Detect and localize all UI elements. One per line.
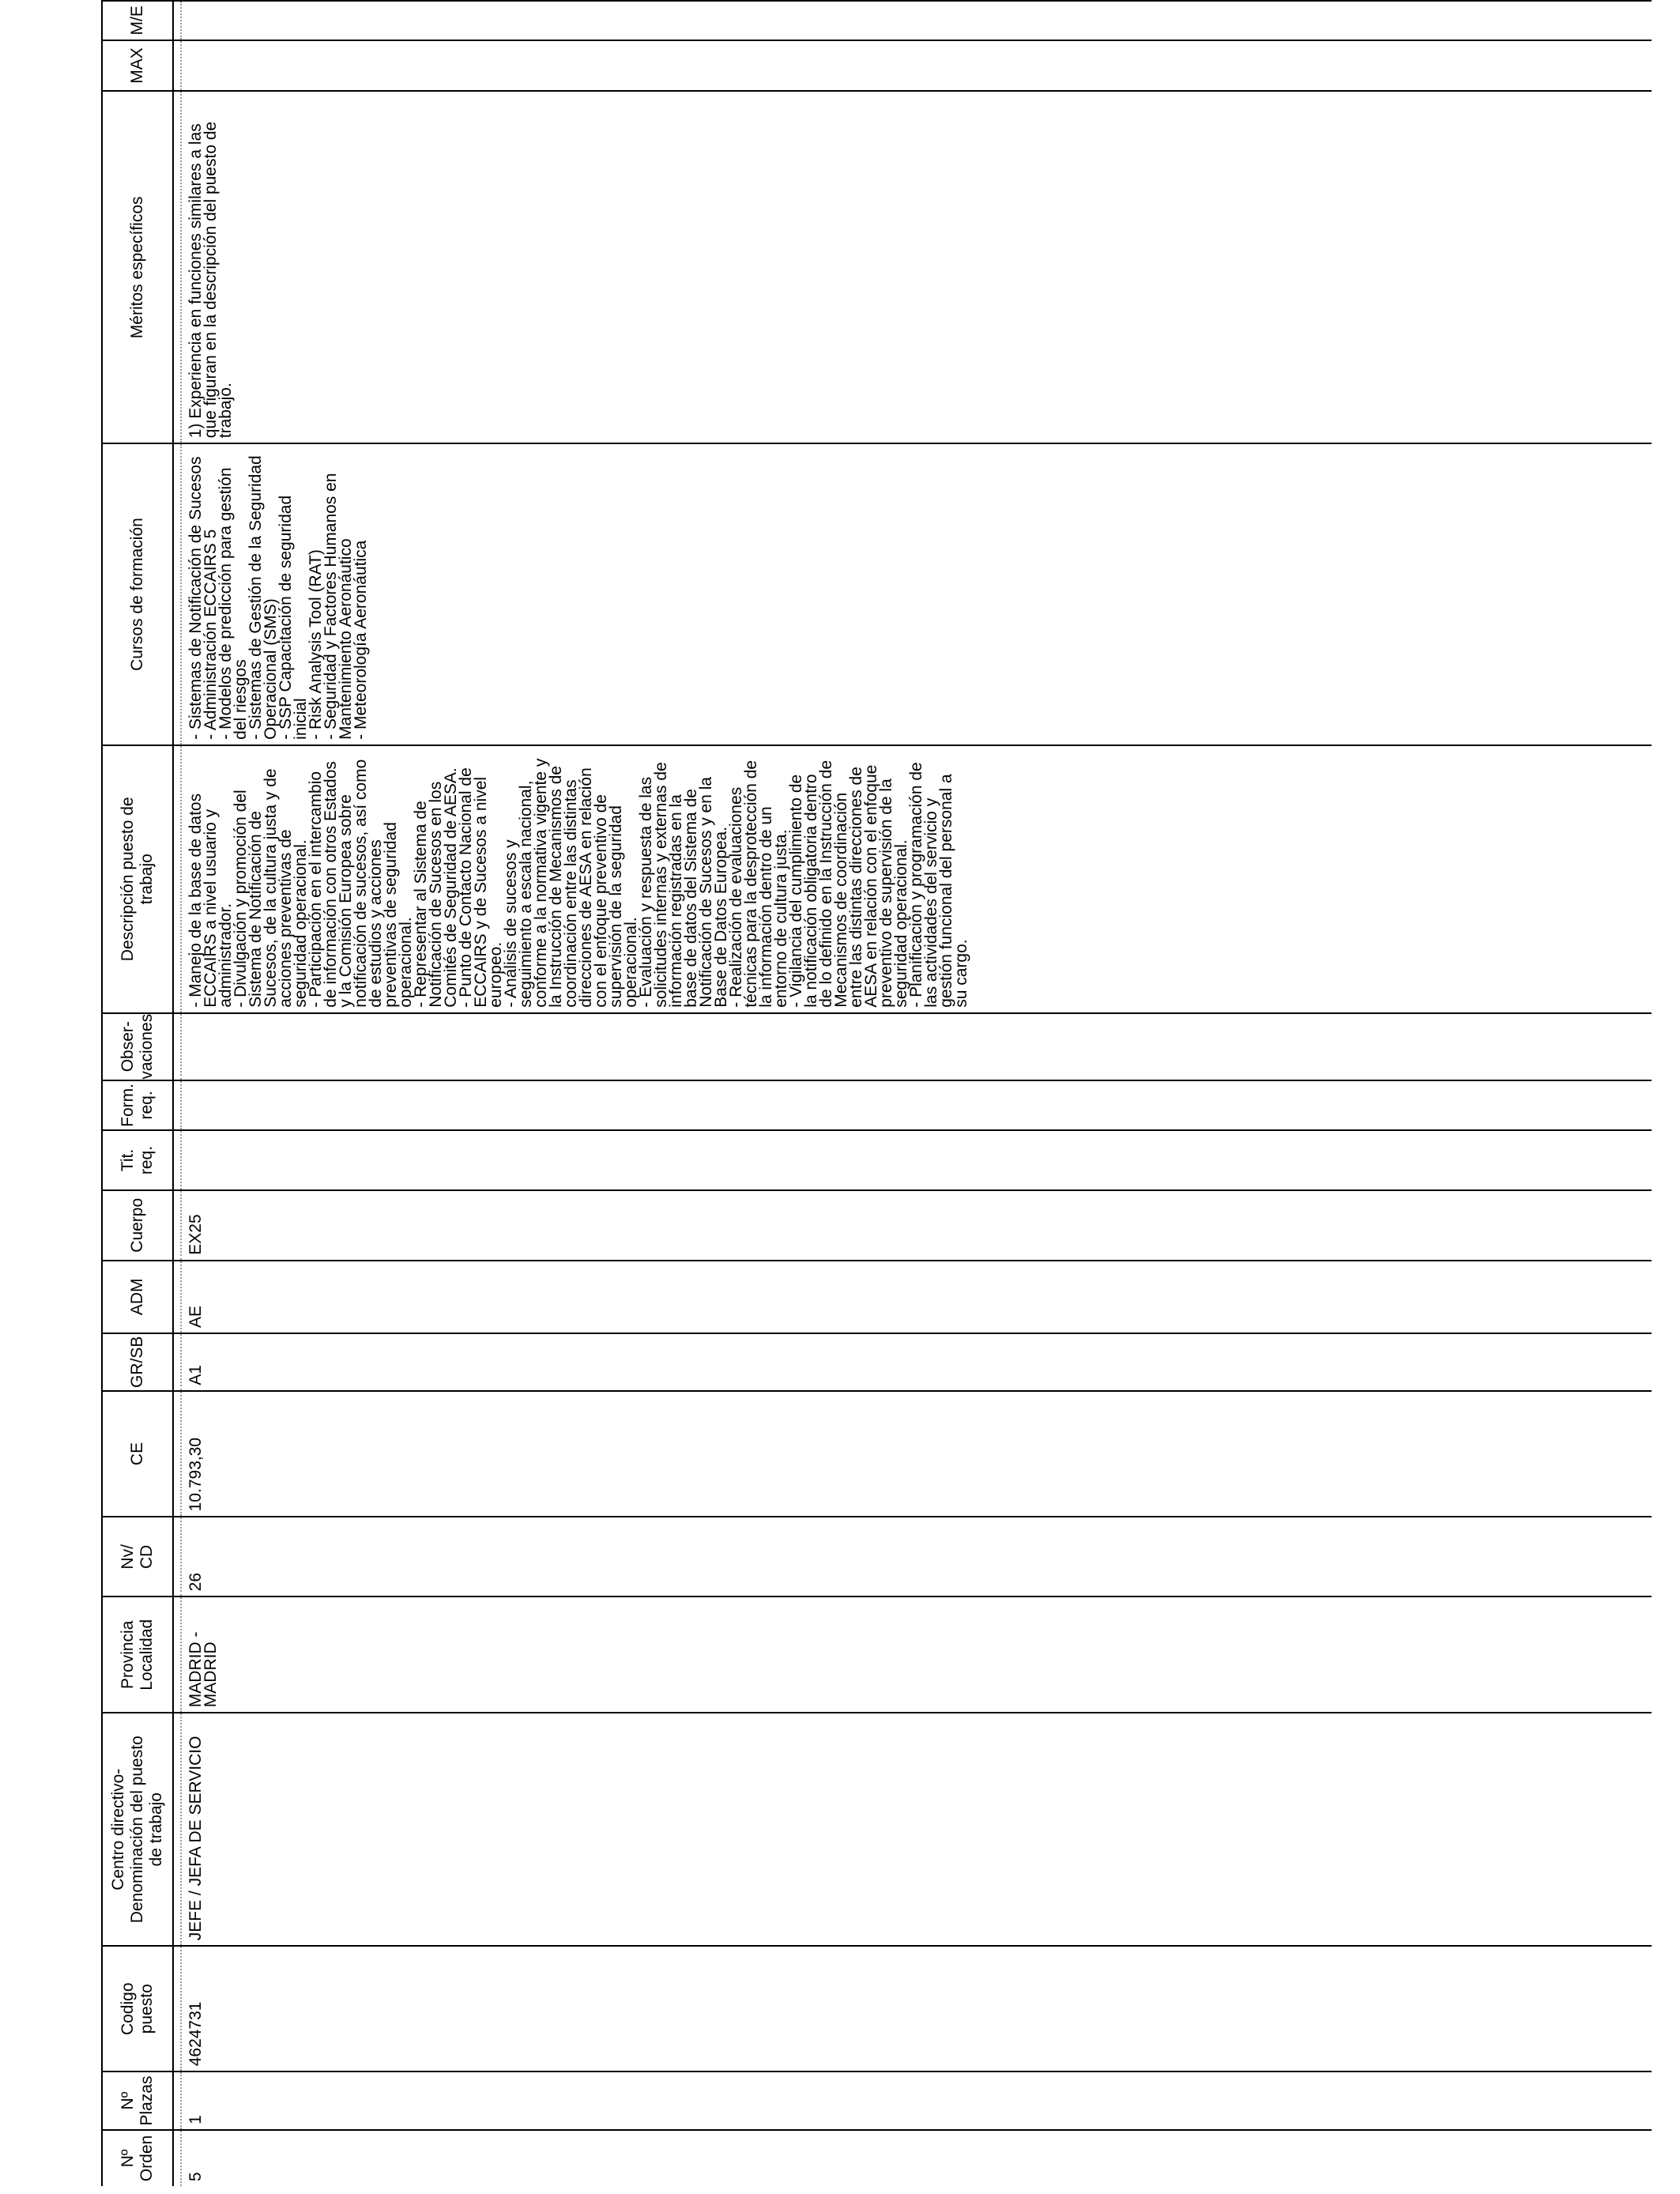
cell-centro xyxy=(173,1713,1652,1946)
cell-max xyxy=(173,40,1652,92)
grupo-value: A1 xyxy=(186,1364,205,1385)
header-grupo: GR/SB xyxy=(102,1333,173,1391)
cell-grupo xyxy=(173,1333,1652,1391)
header-descripcion: Descripción puesto de trabajo xyxy=(102,745,173,1013)
plazas-value: 1 xyxy=(186,2115,205,2124)
header-meritos: Méritos específicos xyxy=(102,91,173,443)
header-observaciones: Obser- vaciones xyxy=(102,1013,173,1080)
cell-orden xyxy=(173,2130,1652,2186)
provincia-value: MADRID - MADRID xyxy=(186,1631,220,1708)
adm-value: AE xyxy=(186,1305,205,1328)
cell-cursos xyxy=(173,443,1652,745)
header-formacion: Form. req. xyxy=(102,1080,173,1131)
header-orden: Nº Orden xyxy=(102,2130,173,2186)
header-cursos: Cursos de formación xyxy=(102,443,173,745)
cell-titulacion xyxy=(173,1130,1652,1190)
header-ce: CE xyxy=(102,1391,173,1517)
cell-meritos xyxy=(173,91,1652,443)
cell-provincia xyxy=(173,1596,1652,1713)
descripcion-value: - Manejo de la base de datos ECCAIRS a nivel usuario y administrador. - Divulgación y promoción del Sistema de Notificación de Sucesos, de la cultura justa y de acciones preventivas de seguridad operacional. - Participación en el intercambio de información con otros Estados y la Comisión Europea sobre notificación de sucesos, así como de estudios y acciones preventivas de seguridad operacional. - Representar al Sistema de Notificación de Sucesos en los Comités de Seguridad de AESA. - Punto de Contacto Nacional de ECCAIRS y de Sucesos a nivel europeo. - Análisis de sucesos y seguimiento a escala nacional, conforme a la normativa vigente y la Instrucción de Mecanismos de coordinación entre las distintas direcciones de AESA en relación con el enfoque preventivo de supervisión de la seguridad operacional. - Evaluación y respuesta de las solicitudes internas y externas de información registradas en la base de datos del Sistema de Notificación de Sucesos y en la Base de Datos Europea. - Realización de evaluaciones técnicas para la desprotección de la información dentro de un entorno de cultura justa. - Vigilancia del cumplimiento de la notificación obligatoria dentro de lo definido en la Instrucción de Mecanismos de coordinación entre las distintas direcciones de AESA en relación con el enfoque preventivo de supervisión de la seguridad operacional. - Planificación y programación de las actividades del servicio y gestión funcional del personal a su cargo. xyxy=(186,758,970,1008)
cuerpo-value: EX25 xyxy=(186,1214,205,1255)
header-provincia: Provincia Localidad xyxy=(102,1596,173,1713)
header-max: MAX xyxy=(102,40,173,92)
cell-me xyxy=(173,1,1652,40)
orden-value: 5 xyxy=(186,2172,205,2181)
header-adm: ADM xyxy=(102,1261,173,1333)
cell-cuerpo xyxy=(173,1190,1652,1261)
header-titulacion: Tit. req. xyxy=(102,1130,173,1190)
ce-value: 10.793,30 xyxy=(186,1437,205,1512)
header-me: M/E xyxy=(102,1,173,40)
cell-adm xyxy=(173,1261,1652,1333)
centro-value: JEFE / JEFA DE SERVICIO xyxy=(186,1736,205,1941)
table-row xyxy=(173,1,1652,2186)
header-row xyxy=(102,1,173,2186)
cell-nivel xyxy=(173,1517,1652,1596)
job-positions-table xyxy=(101,0,1652,2186)
meritos-value: 1) Experiencia en funciones similares a las que figuran en la descripción del puesto de trabajo. xyxy=(186,121,235,439)
cell-ce xyxy=(173,1391,1652,1517)
cursos-value: - Sistemas de Notificación de Sucesos - Administración ECCAIRS 5 - Modelos de predicción para gestión del riesgos - Sistemas de Gestión de la Seguridad Operacional (SMS) - SSP Capacitación de seguridad inicial - Risk Analysis Tool (RAT) - Seguridad y Factores Humanos en Mantenimiento Aeronáutico - Meteorología Aeronáutica xyxy=(186,455,370,740)
header-cuerpo: Cuerpo xyxy=(102,1190,173,1261)
header-centro: Centro directivo- Denominación del puesto de trabajo xyxy=(102,1713,173,1946)
header-nivel: Nv/ CD xyxy=(102,1517,173,1596)
cell-codigo xyxy=(173,1946,1652,2071)
cell-plazas xyxy=(173,2071,1652,2129)
cell-formacion xyxy=(173,1080,1652,1131)
nivel-value: 26 xyxy=(186,1572,205,1592)
cell-observaciones xyxy=(173,1013,1652,1080)
header-codigo: Codigo puesto xyxy=(102,1946,173,2071)
codigo-value: 4624731 xyxy=(186,2001,205,2067)
cell-descripcion xyxy=(173,745,1652,1013)
header-plazas: Nº Plazas xyxy=(102,2071,173,2129)
